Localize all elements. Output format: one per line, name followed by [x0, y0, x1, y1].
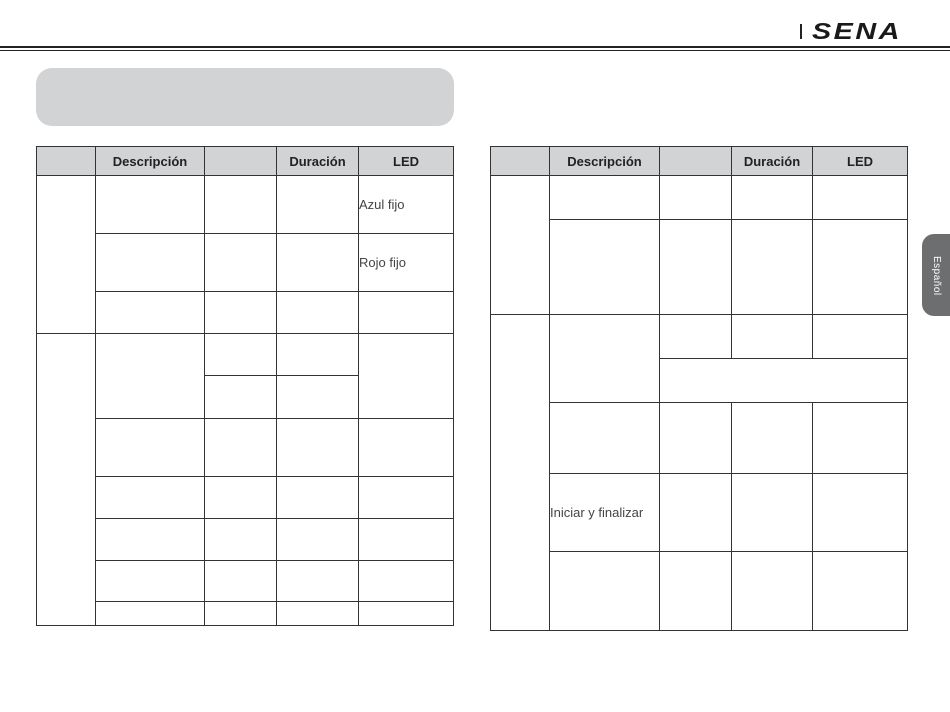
table-cell [205, 602, 277, 626]
table-cell [96, 176, 205, 234]
table-cell [732, 552, 813, 631]
header-cell [205, 147, 277, 176]
table-cell [205, 376, 277, 419]
logo-separator [800, 24, 802, 39]
sena-logo: SENA [812, 18, 902, 44]
header-duration: Duración [732, 147, 813, 176]
description-cell: Iniciar y finalizar [550, 474, 660, 552]
table-cell [96, 234, 205, 292]
table-cell [277, 292, 359, 334]
table-row [491, 176, 908, 220]
table-cell [277, 519, 359, 561]
header-led: LED [813, 147, 908, 176]
table-cell [813, 220, 908, 315]
table-cell [359, 519, 454, 561]
table-cell [732, 403, 813, 474]
table-cell [277, 234, 359, 292]
table-header-row [491, 147, 908, 176]
merged-cell [660, 359, 908, 403]
table-cell [277, 419, 359, 477]
table-cell [359, 419, 454, 477]
table-cell [359, 292, 454, 334]
table-cell [732, 474, 813, 552]
table-cell [813, 315, 908, 359]
table-row [491, 474, 908, 552]
table-row [491, 403, 908, 474]
table-cell [660, 315, 732, 359]
table-row [491, 552, 908, 631]
table-cell [96, 334, 205, 419]
table-row [491, 315, 908, 359]
table-cell [732, 220, 813, 315]
table-cell [660, 552, 732, 631]
table-row [37, 419, 454, 477]
table-row [37, 334, 454, 376]
right-spec-table [490, 146, 908, 631]
table-cell [813, 176, 908, 220]
table-cell [96, 561, 205, 602]
table-cell [550, 220, 660, 315]
table-cell [732, 315, 813, 359]
table-cell [660, 474, 732, 552]
table-cell [359, 561, 454, 602]
table-header-row [37, 147, 454, 176]
table-row [37, 234, 454, 292]
table-row [491, 220, 908, 315]
table-cell [205, 519, 277, 561]
table-cell [205, 334, 277, 376]
table-row [37, 561, 454, 602]
table-cell [660, 220, 732, 315]
table-cell [205, 419, 277, 477]
table-cell [96, 602, 205, 626]
table-cell [813, 474, 908, 552]
led-cell: Azul fijo [359, 176, 454, 234]
table-cell [732, 176, 813, 220]
table-cell [205, 561, 277, 602]
header-cell [491, 147, 550, 176]
section-title-banner [36, 68, 454, 126]
category-cell [37, 176, 96, 334]
table-cell [205, 234, 277, 292]
table-row [37, 292, 454, 334]
header-cell [37, 147, 96, 176]
header-rule [0, 46, 950, 48]
table-cell [277, 602, 359, 626]
table-cell [550, 403, 660, 474]
language-tab-label: Español [931, 256, 942, 296]
table-cell [205, 477, 277, 519]
category-cell [37, 334, 96, 626]
table-cell [205, 176, 277, 234]
table-row [37, 519, 454, 561]
header-description: Descripción [550, 147, 660, 176]
table-cell [277, 376, 359, 419]
table-cell [359, 602, 454, 626]
table-cell [205, 292, 277, 334]
led-cell: Rojo fijo [359, 234, 454, 292]
header-led: LED [359, 147, 454, 176]
category-cell [491, 315, 550, 631]
header-cell [660, 147, 732, 176]
table-cell [550, 176, 660, 220]
table-cell [277, 176, 359, 234]
table-cell [359, 334, 454, 419]
table-cell [277, 561, 359, 602]
table-cell [96, 519, 205, 561]
table-cell [813, 403, 908, 474]
table-cell [277, 334, 359, 376]
table-cell [277, 477, 359, 519]
table-cell [96, 292, 205, 334]
header-description: Descripción [96, 147, 205, 176]
table-cell [660, 176, 732, 220]
table-cell [660, 403, 732, 474]
table-cell [550, 315, 660, 403]
category-cell [491, 176, 550, 315]
table-row [37, 477, 454, 519]
header-rule-thin [0, 50, 950, 51]
table-row [37, 176, 454, 234]
header-duration: Duración [277, 147, 359, 176]
table-row [37, 602, 454, 626]
table-cell [359, 477, 454, 519]
table-cell [96, 419, 205, 477]
table-cell [550, 552, 660, 631]
table-cell [96, 477, 205, 519]
table-cell [813, 552, 908, 631]
left-spec-table [36, 146, 454, 626]
